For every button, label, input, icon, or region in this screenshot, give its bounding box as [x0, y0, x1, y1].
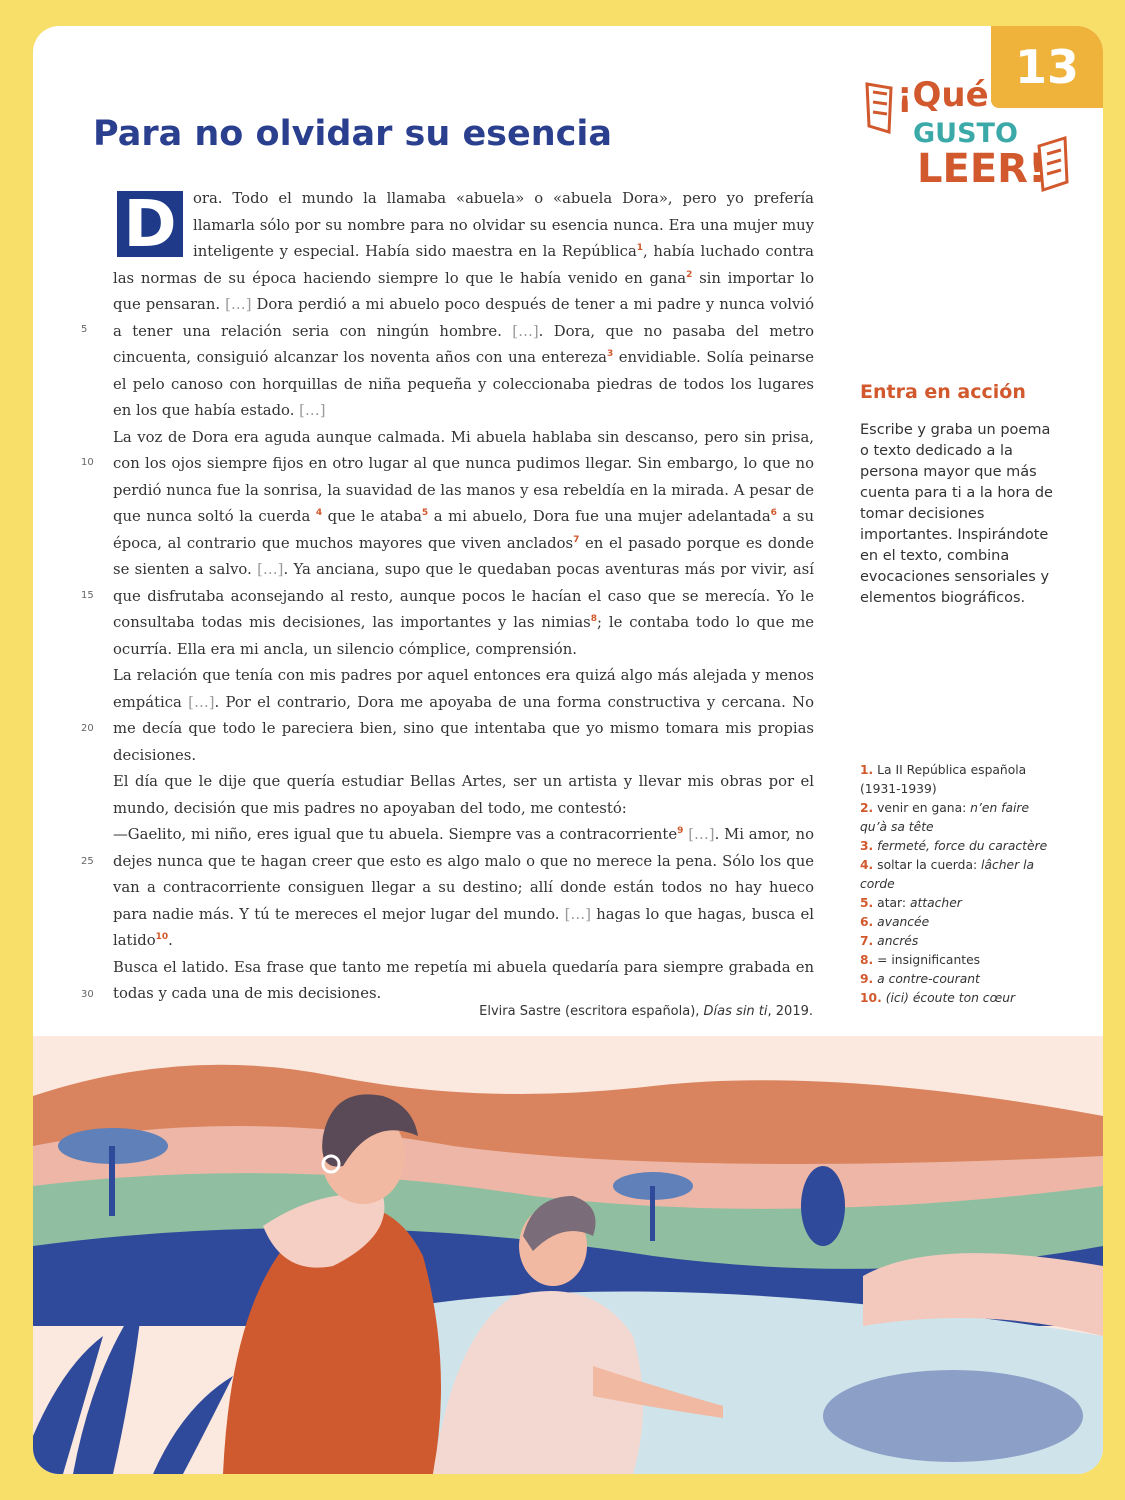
paragraph: —Gaelito, mi niño, eres igual que tu abuela. Siempre vas a contracorriente$^9$ […]. Mi amor, no dejes nunca que te hagan creer que esto es algo malo o que no merece la pena. Sólo los que van a contracorriente consiguen llegar a su destino; allí donde están todos no hay hueco para nadie más. Y tú te mereces el mejor lugar del mundo. […] hagas lo que hagas, busca el latido$^{10}$.: [113, 826, 814, 949]
line-number: 5: [81, 324, 88, 335]
note-item: 9. a contre-courant: [860, 972, 980, 986]
footnote-ref: 10: [155, 932, 169, 943]
glossary-notes: [860, 761, 1050, 1008]
book-left-icon: [867, 84, 891, 132]
footnote-ref: 3: [606, 349, 614, 360]
note-item: 1. La II República española (1931-1939): [860, 763, 1027, 796]
footnote-ref: 2: [686, 269, 693, 280]
footnote-ref: 6: [770, 508, 777, 519]
footnote-ref: 1: [636, 243, 644, 254]
chapter-tab: 13: [991, 26, 1103, 108]
ellipsis: […]: [225, 296, 252, 313]
drop-cap: D: [117, 191, 183, 257]
paragraph: El día que le dije que quería estudiar Bellas Artes, ser un artista y llevar mis obras por el mundo, decisión que mis padres no apoyaban del todo, me contestó:: [113, 773, 814, 817]
footnote-ref: 5: [421, 508, 429, 519]
page-card: [33, 26, 1103, 1474]
landscape-illustration: [33, 1036, 1103, 1474]
ellipsis: […]: [512, 322, 539, 340]
logo-line-1: ¡Qué: [897, 75, 989, 115]
paragraph: La relación que tenía con mis padres por aquel entonces era quizá algo más alejada y menos empática […]. Por el contrario, Dora me apoyaba de una forma constructiva y cercana. No me decía que todo le pareciera bien, sino que intentaba que yo mismo tomara mis propias decisiones.: [113, 667, 814, 764]
logo-line-3: LEER!: [917, 146, 1047, 192]
note-item: 8. = insignificantes: [860, 953, 981, 967]
note-item: 10. (ici) écoute ton cœur: [860, 991, 1016, 1005]
entra-en-accion-heading: Entra en acción: [860, 381, 1026, 403]
line-number: 20: [81, 723, 94, 734]
line-number: 25: [81, 856, 94, 867]
note-item: 6. avancée: [860, 915, 930, 929]
line-number: 15: [81, 590, 94, 601]
que-gusto-leer-logo: [861, 54, 1071, 194]
rock: [823, 1370, 1083, 1462]
note-item: 4. soltar la cuerda: lâcher la corde: [860, 858, 1035, 891]
story-body: [113, 186, 814, 1008]
note-item: 7. ancrés: [860, 934, 919, 948]
note-item: 2. venir en gana: n’en faire qu’à sa tête: [860, 801, 1030, 834]
line-number: 30: [81, 989, 94, 1000]
footnote-ref: 4: [315, 508, 323, 519]
page-title: Para no olvidar su esencia: [93, 114, 613, 154]
footnote-ref: 8: [590, 614, 598, 625]
logo-line-2: GUSTO: [913, 118, 1018, 149]
ellipsis: […]: [257, 561, 284, 578]
ellipsis: […]: [688, 826, 715, 843]
paragraph: Busca el latido. Esa frase que tanto me repetía mi abuela quedaría para siempre grabada en todas y cada una de mis decisiones.: [113, 958, 814, 1002]
entra-en-accion-text: Escribe y graba un poema o texto dedicado a la persona mayor que más cuenta para ti a la hora de tomar decisiones importantes. Inspirándote en el texto, combina evocaciones sensoriales y elementos biográficos.: [860, 422, 1053, 606]
story-text: [81, 186, 815, 1008]
ellipsis: […]: [188, 693, 215, 711]
citation: Elvira Sastre (escritora española), Días sin ti, 2019.: [479, 1004, 813, 1019]
ellipsis: […]: [299, 402, 326, 419]
footnote-ref: 7: [573, 534, 580, 545]
book-title: Días sin ti: [703, 1004, 768, 1019]
paragraph: D ora. Todo el mundo la llamaba «abuela» o «abuela Dora», pero yo prefería llamarla sólo por su nombre para no olvidar su esencia nunca. Era una mujer muy inteligente y especial. Había sido maestra en la República$^1$, había luchado contra las normas de su época haciendo siempre lo que le había venido en gana$^2$ sin importar lo que pensaran. […] Dora perdió a mi abuelo poco después de tener a mi padre y nunca volvió a tener una relación seria con ningún hombre. […]. Dora, que no pasaba del metro cincuenta, consiguió alcanzar los noventa años con una entereza$^3$ envidiable. Solía peinarse el pelo canoso con horquillas de niña pequeña y coleccionaba piedras de todos los lugares en los que había estado. […]: [113, 188, 815, 419]
note-item: 5. atar: attacher: [860, 896, 962, 910]
paragraph: La voz de Dora era aguda aunque calmada. Mi abuela hablaba sin descanso, pero sin prisa, con los ojos siempre fijos en otro lugar al que nunca pudimos llegar. Sin embargo, lo que no perdió nunca fue la sonrisa, la suavidad de las manos y esa rebeldía en la mirada. A pesar de que nunca soltó la cuerda $^4$ que le ataba$^5$ a mi abuelo, Dora fue una mujer adelantada$^6$ a su época, al contrario que muchos mayores que viven anclados$^7$ en el pasado porque es donde se sienten a salvo. […]. Ya anciana, supo que le quedaban pocas aventuras más por vivir, así que disfrutaba aconsejando al resto, aunque pocos le hacían el caso que se merecía. Yo le consultaba todas mis decisiones, las importantes y las nimias$^8$; le contaba todo lo que me ocurría. Ella era mi ancla, un silencio cómplice, comprensión.: [113, 428, 815, 658]
note-item: 3. fermeté, force du caractère: [860, 839, 1048, 853]
ellipsis: […]: [564, 905, 591, 923]
line-number: 10: [81, 457, 94, 468]
footnote-ref: 9: [677, 826, 684, 837]
